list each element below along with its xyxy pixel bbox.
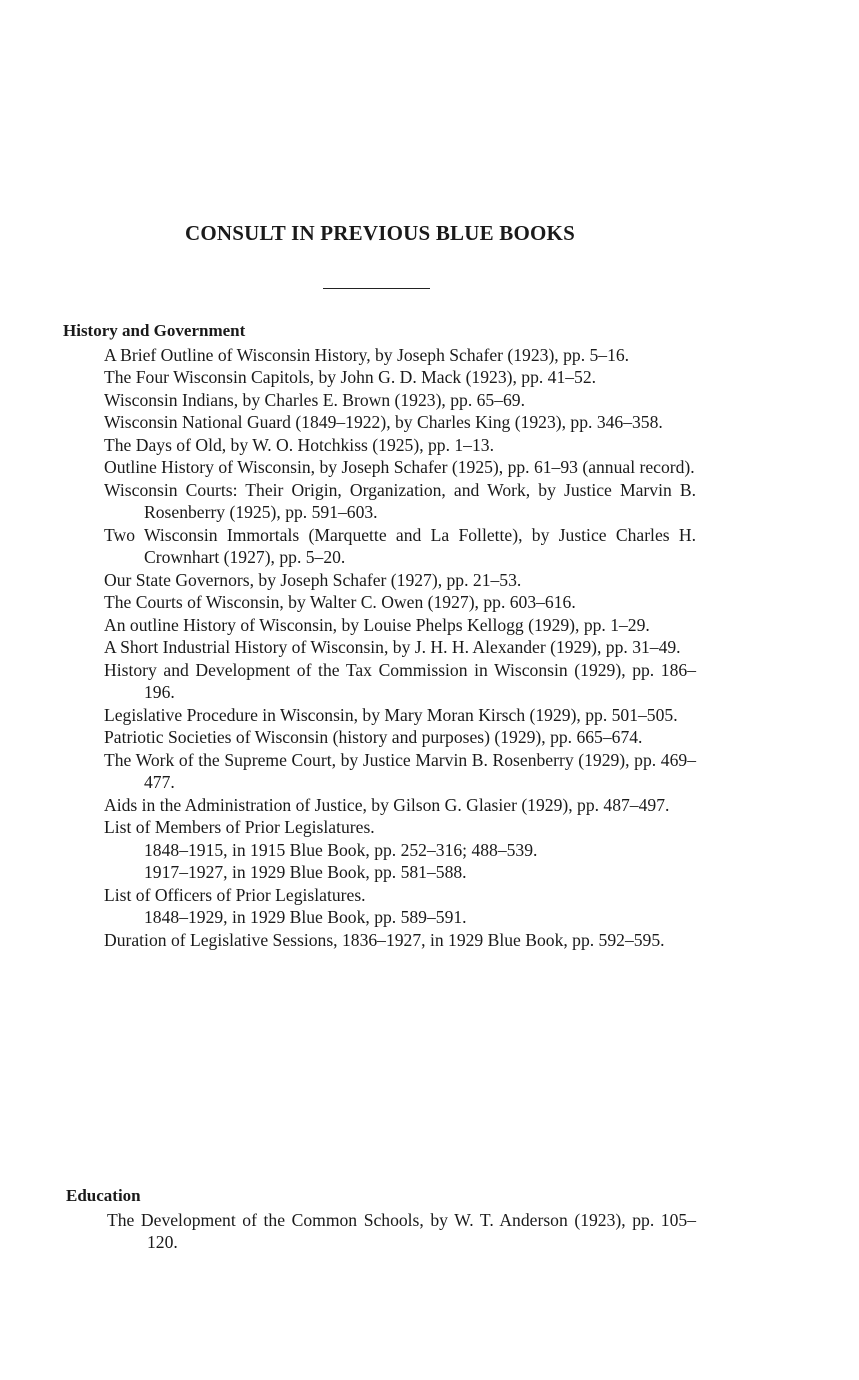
list-item: The Four Wisconsin Capitols, by John G. D. Mack (1923), pp. 41–52. bbox=[104, 367, 597, 387]
list-item: Legislative Procedure in Wisconsin, by Mary Moran Kirsch (1929), pp. 501–505. bbox=[104, 704, 678, 725]
list-item: A Short Industrial History of Wisconsin, by J. H. H. Alexander (1929), pp. 31–49. bbox=[104, 637, 681, 657]
list-item: Outline History of Wisconsin, by Joseph Schafer (1925), pp. 61–93 (annual record). bbox=[104, 457, 695, 477]
list-item: An outline History of Wisconsin, by Louise Phelps Kellogg (1929), pp. 1–29. bbox=[104, 614, 650, 635]
list-item: Wisconsin Indians, by Charles E. Brown (1923), pp. 65–69. bbox=[104, 389, 526, 410]
members-list-line: 1848–1915, in 1915 Blue Book, pp. 252–316; 488–539. bbox=[144, 839, 538, 860]
list-item: The Work of the Supreme Court, by Justice Marvin B. Rosenberry (1929), pp. 469–477. bbox=[104, 749, 696, 792]
title-rule bbox=[323, 288, 430, 289]
section-education bbox=[66, 1185, 696, 1254]
list-item: The Days of Old, by W. O. Hotchkiss (1925), pp. 1–13. bbox=[104, 434, 494, 455]
list-item: Wisconsin National Guard (1849–1922), by Charles King (1923), pp. 346–358. bbox=[104, 412, 663, 432]
list-item: Aids in the Administration of Justice, by Gilson G. Glasier (1929), pp. 487–497. bbox=[104, 794, 670, 815]
list-item: Patriotic Societies of Wisconsin (history and purposes) (1929), pp. 665–674. bbox=[104, 727, 643, 747]
list-item: The Courts of Wisconsin, by Walter C. Owen (1927), pp. 603–616. bbox=[104, 592, 576, 612]
list-item: History and Development of the Tax Commission in Wisconsin (1929), pp. 186–196. bbox=[104, 659, 696, 702]
list-item: A Brief Outline of Wisconsin History, by Joseph Schafer (1923), pp. 5–16. bbox=[104, 344, 630, 365]
officers-list-label: List of Officers of Prior Legislatures. bbox=[104, 884, 366, 905]
officers-list-line: 1848–1929, in 1929 Blue Book, pp. 589–591. bbox=[144, 907, 467, 927]
list-item: Two Wisconsin Immortals (Marquette and La Follette), by Justice Charles H. Crownhart (1927), pp. 5–20. bbox=[104, 524, 696, 567]
list-item: Duration of Legislative Sessions, 1836–1927, in 1929 Blue Book, pp. 592–595. bbox=[104, 929, 665, 950]
list-item: Our State Governors, by Joseph Schafer (1927), pp. 21–53. bbox=[104, 569, 522, 590]
section-heading: Education bbox=[66, 1186, 141, 1205]
members-list-label: List of Members of Prior Legislatures. bbox=[104, 817, 375, 837]
section-history-and-government bbox=[63, 320, 696, 951]
section-heading: History and Government bbox=[63, 321, 246, 340]
members-list-line: 1917–1927, in 1929 Blue Book, pp. 581–588. bbox=[144, 862, 467, 882]
page-title: CONSULT IN PREVIOUS BLUE BOOKS bbox=[185, 221, 575, 245]
list-item: The Development of the Common Schools, by W. T. Anderson (1923), pp. 105–120. bbox=[107, 1209, 696, 1252]
list-item: Wisconsin Courts: Their Origin, Organization, and Work, by Justice Marvin B. Rosenberry (1925), pp. 591–603. bbox=[104, 479, 696, 522]
